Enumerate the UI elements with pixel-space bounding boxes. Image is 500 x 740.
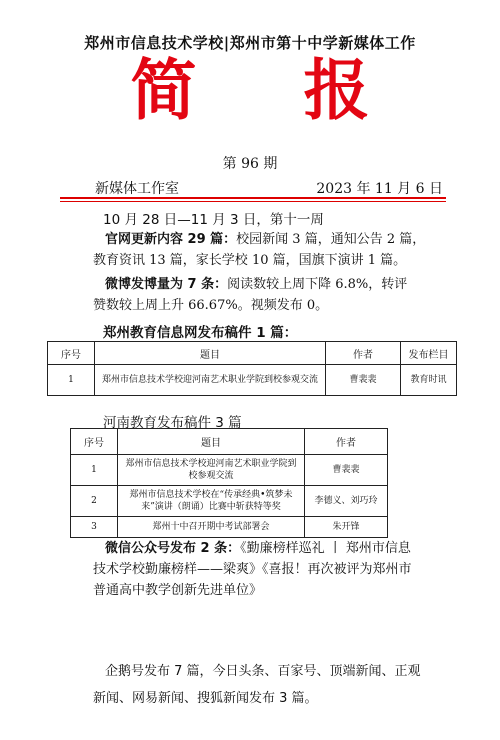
wechat-line2: 技术学校勤廉榜样——梁爽》《喜报！再次被评为郑州市 (93, 562, 412, 577)
penguin-paragraph (93, 658, 463, 712)
weibo-lead: 微博发博量为 7 条： (105, 277, 228, 292)
weibo-line1: 阅读数较上周下降 6.8%，转评 (227, 277, 408, 292)
penguin-line1: 企鹅号发布 7 篇，今日头条、百家号、顶端新闻、正观 (105, 664, 421, 679)
hnjy-table (70, 428, 388, 538)
report-title: 简 报 (130, 52, 412, 129)
col-header: 序号 (71, 429, 118, 455)
divider-rule (60, 197, 446, 199)
cell-title: 郑州市信息技术学校在“传承经典•筑梦未来”演讲（朗诵）比赛中斩获特等奖 (118, 486, 305, 517)
weibo-paragraph (93, 274, 463, 316)
cell-column: 教育时讯 (401, 365, 457, 396)
website-lead: 官网更新内容 29 篇： (105, 232, 237, 247)
wechat-line1: 《勤廉榜样巡礼 丨 郑州市信息 (240, 541, 411, 556)
col-header: 题目 (95, 342, 326, 365)
col-header: 作者 (326, 342, 401, 365)
col-header: 发布栏目 (401, 342, 457, 365)
wechat-lead: 微信公众号发布 2 条： (105, 541, 241, 556)
table-header-row (71, 429, 388, 455)
website-paragraph (93, 229, 463, 271)
wechat-line3: 普通高中教学创新先进单位》 (93, 583, 263, 598)
table-row (71, 455, 388, 486)
cell-author: 朱开锋 (305, 517, 388, 538)
meta-row (95, 178, 443, 198)
website-line1: 校园新闻 3 篇，通知公告 2 篇， (236, 232, 426, 247)
table-row (71, 486, 388, 517)
cell-author: 李德义、刘巧玲 (305, 486, 388, 517)
office-name: 新媒体工作室 (95, 181, 179, 197)
table-header-row (48, 342, 457, 365)
cell-no: 1 (71, 455, 118, 486)
divider-rule-thin (60, 201, 446, 202)
table-row (71, 517, 388, 538)
cell-author: 曹裴裴 (305, 455, 388, 486)
hnjy-heading: 河南教育发布稿件 3 篇 (103, 415, 242, 431)
col-header: 序号 (48, 342, 95, 365)
table-row (48, 365, 457, 396)
cell-title: 郑州十中召开期中考试部署会 (118, 517, 305, 538)
col-header: 作者 (305, 429, 388, 455)
cell-no: 1 (48, 365, 95, 396)
zzjy-heading: 郑州教育信息网发布稿件 1 篇： (103, 325, 298, 341)
cell-title: 郑州市信息技术学校迎河南艺术职业学院到校参观交流 (95, 365, 326, 396)
penguin-line2: 新闻、网易新闻、搜狐新闻发布 3 篇。 (93, 691, 318, 706)
weibo-line2: 赞数较上周上升 66.67%。视频发布 0。 (93, 298, 329, 313)
cell-no: 3 (71, 517, 118, 538)
period-line: 10 月 28 日—11 月 3 日，第十一周 (103, 212, 324, 228)
wechat-paragraph (93, 538, 463, 601)
issue-number: 第 96 期 (222, 156, 278, 172)
zzjy-table (47, 341, 457, 396)
website-line2: 教育资讯 13 篇，家长学校 10 篇，国旗下演讲 1 篇。 (93, 253, 407, 268)
col-header: 题目 (118, 429, 305, 455)
cell-author: 曹裴裴 (326, 365, 401, 396)
cell-title: 郑州市信息技术学校迎河南艺术职业学院到校参观交流 (118, 455, 305, 486)
cell-no: 2 (71, 486, 118, 517)
report-date: 2023 年 11 月 6 日 (316, 181, 443, 197)
report-header: 郑州市信息技术学校|郑州市第十中学新媒体工作 (84, 34, 416, 52)
